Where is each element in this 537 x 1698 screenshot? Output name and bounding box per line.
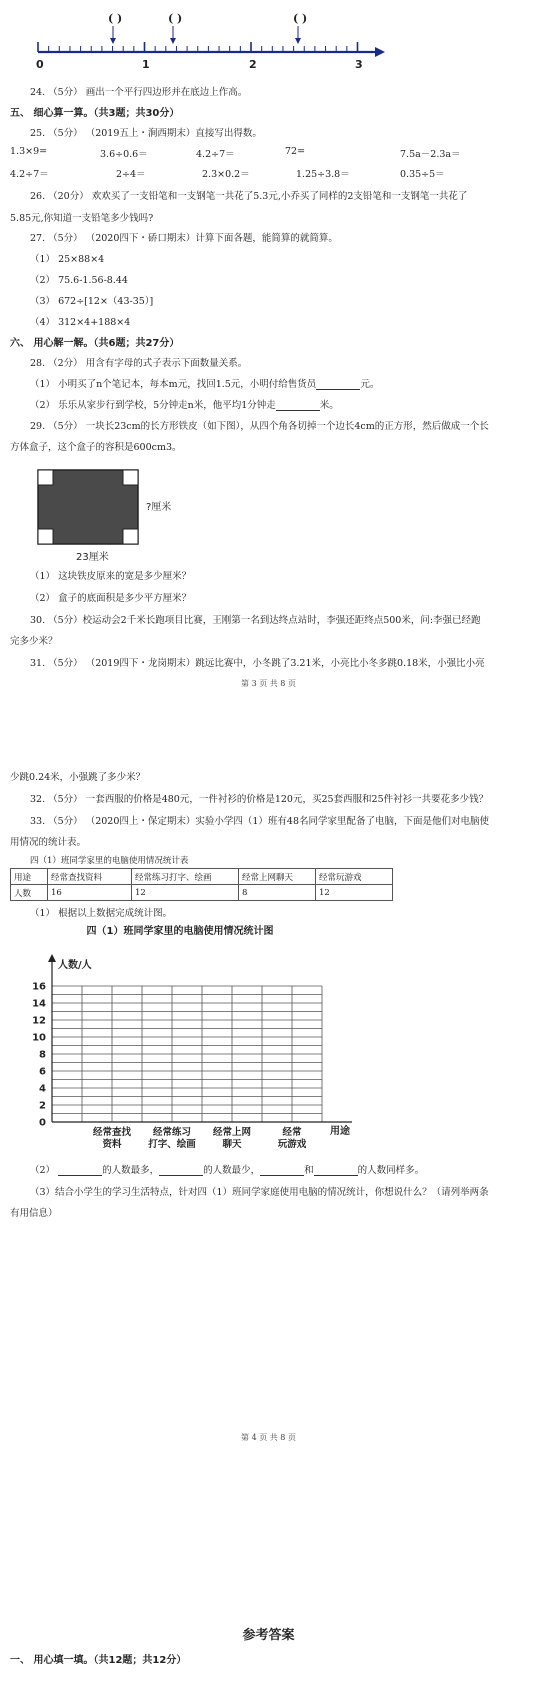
number-line-bracket-2: ( ) [168, 12, 183, 25]
number-line-pointer-head [295, 38, 301, 44]
chart-x-tick-label: 经常查找 [92, 1127, 132, 1138]
section-5-heading: 五、 细心算一算。（共3题；共30分） [10, 108, 180, 119]
q25-item: 2÷4＝ [116, 169, 146, 180]
question-31-line1: 31. （5分） （2019四下・龙岗期末）跳远比赛中，小冬跳了3.21米，小亮比小冬多跳0.18米，小强比小亮 [30, 658, 485, 669]
table-cell: 经常上网聊天 [239, 869, 316, 885]
chart-y-tick-label: 14 [32, 998, 46, 1010]
iron-sheet-figure [36, 468, 186, 578]
usage-stats-table [10, 868, 393, 901]
q33-answer-blank-most[interactable] [58, 1166, 102, 1176]
table-cell: 12 [316, 885, 393, 901]
q25-item: 1.25÷3.8＝ [296, 169, 350, 180]
q28-part-1 [30, 376, 379, 390]
question-26-line2: 5.85元,你知道一支铅笔多少钱吗? [10, 213, 154, 224]
number-line-label-0: 0 [36, 58, 44, 71]
question-25: 25. （5分） （2019五上・涧西期末）直接写出得数。 [30, 128, 262, 139]
q25-item: 2.3×0.2＝ [202, 169, 250, 180]
number-line-figure [30, 8, 390, 70]
chart-x-ticks [93, 1126, 307, 1150]
q33-answer-blank-same-a[interactable] [260, 1166, 304, 1176]
q25-item: 1.3×9= [10, 146, 48, 157]
q27-item-1: （1） 25×88×4 [30, 254, 105, 265]
usage-bar-chart [0, 918, 400, 1160]
table-row [11, 885, 393, 901]
table-cell: 12 [132, 885, 239, 901]
question-33-line1: 33. （5分） （2020四上・保定期末）实验小学四（1）班有48名同学家里配备了电脑，下面是他们对电脑使 [30, 816, 490, 827]
q33-part-1: （1） 根据以上数据完成统计图。 [30, 908, 173, 919]
q33-2-text-and: 和 [304, 1165, 314, 1176]
q33-2-text-same: 的人数同样多。 [357, 1165, 425, 1176]
chart-y-tick-label: 2 [39, 1100, 46, 1112]
question-30-line2: 完多少米？ [10, 636, 58, 647]
question-29-line1: 29. （5分） 一块长23cm的长方形铁皮（如下图），从四个角各切掉一个边长4cm的正方形，然后做成一个长 [30, 421, 489, 432]
question-33-line2: 用情况的统计表。 [10, 837, 87, 848]
chart-x-tick-label: 资料 [102, 1139, 122, 1150]
table-cell: 8 [239, 885, 316, 901]
chart-x-tick-label: 经常 [282, 1127, 302, 1138]
question-26-line1: 26. （20分） 欢欢买了一支铅笔和一支钢笔一共花了5.3元,小乔买了同样的2支铅笔和一支钢笔一共花了 [30, 191, 468, 202]
question-32: 32. （5分） 一套西服的价格是480元，一件衬衫的价格是120元，买25套西服和25件衬衫一共要花多少钱？ [30, 794, 489, 805]
question-27: 27. （5分） （2020四下・硚口期末）计算下面各题，能简算的就简算。 [30, 233, 338, 244]
table-header-row [11, 869, 393, 885]
question-31-line2: 少跳0.24米，小强跳了多少米？ [10, 772, 146, 783]
number-line-pointer-head [170, 38, 176, 44]
q27-item-2: （2） 75.6-1.56-8.44 [30, 275, 128, 286]
chart-x-tick-label: 打字、绘画 [148, 1139, 196, 1150]
figure-bottom-label: 23厘米 [76, 552, 109, 563]
q33-part-3-line2: 有用信息） [10, 1208, 58, 1219]
q25-item: 3.6÷0.6＝ [100, 149, 148, 160]
chart-y-tick-label: 0 [39, 1117, 46, 1129]
table-cell: 人数 [11, 885, 48, 901]
chart-x-tick-label: 聊天 [222, 1139, 242, 1150]
chart-x-tick-label: 经常上网 [212, 1127, 252, 1138]
number-line-label-3: 3 [355, 58, 363, 71]
q33-answer-blank-least[interactable] [159, 1166, 203, 1176]
q25-item: 4.2÷7＝ [10, 169, 49, 180]
q33-part-2 [30, 1162, 424, 1176]
q28-answer-blank-2[interactable] [276, 401, 320, 411]
question-29-line2: 方体盒子，这个盒子的容积是600cm3。 [10, 442, 182, 453]
question-24: 24. （5分） 画出一个平行四边形并在底边上作高。 [30, 87, 248, 98]
q28-part-1-text: （1） 小明买了n个笔记本，每本m元，找回1.5元，小明付给售货员 [30, 379, 317, 390]
question-28: 28. （2分） 用含有字母的式子表示下面数量关系。 [30, 358, 248, 369]
answer-key-title: 参考答案 [242, 1628, 295, 1643]
table-cell: 用途 [11, 869, 48, 885]
q28-part-2 [30, 397, 339, 411]
table-cell: 16 [48, 885, 132, 901]
chart-y-axis-arrow [48, 954, 56, 962]
q25-item: 72= [285, 146, 306, 157]
q29-part-1: （1） 这块铁皮原来的宽是多少厘米？ [30, 571, 192, 582]
q25-item: 4.2÷7＝ [196, 149, 235, 160]
chart-x-tick-label: 经常练习 [152, 1127, 192, 1138]
q28-part-2-unit: 米。 [319, 400, 339, 411]
chart-grid [52, 986, 322, 1122]
table-title: 四（1）班同学家里的电脑使用情况统计表 [30, 856, 189, 866]
question-30-line1: 30. （5分）校运动会2千米长跑项目比赛，王刚第一名到达终点站时，李强还距终点500米，问:李强已经跑 [30, 615, 481, 626]
table-cell: 经常练习打字、绘画 [132, 869, 239, 885]
number-line-bracket-3: ( ) [293, 12, 308, 25]
chart-y-tick-label: 16 [32, 981, 46, 993]
q33-2-text-most: 的人数最多， [102, 1165, 160, 1176]
q33-answer-blank-same-b[interactable] [314, 1166, 358, 1176]
chart-x-axis-label: 用途 [330, 1126, 350, 1137]
number-line-bracket-1: ( ) [108, 12, 123, 25]
table-cell: 经常查找资料 [48, 869, 132, 885]
q28-part-1-unit: 元。 [360, 379, 380, 390]
chart-y-ticks [32, 982, 46, 1129]
q25-item: 0.35÷5＝ [400, 169, 445, 180]
q29-part-2: （2） 盒子的底面积是多少平方厘米？ [30, 593, 192, 604]
figure-side-label: ?厘米 [146, 502, 172, 513]
section-6-heading: 六、 用心解一解。（共6题；共27分） [10, 338, 180, 349]
q33-2-prefix: （2） [30, 1165, 56, 1176]
chart-y-tick-label: 10 [32, 1032, 46, 1044]
q27-item-3: （3） 672÷[12×（43-35）] [30, 296, 154, 307]
chart-y-axis-label: 人数/人 [58, 960, 92, 971]
chart-title: 四（1）班同学家里的电脑使用情况统计图 [86, 926, 274, 937]
q27-item-4: （4） 312×4+188×4 [30, 317, 131, 328]
answer-section-1-heading: 一、 用心填一填。（共12题；共12分） [10, 1655, 187, 1666]
q28-answer-blank-1[interactable] [316, 380, 360, 390]
chart-y-tick-label: 8 [39, 1049, 46, 1061]
chart-y-tick-label: 4 [39, 1083, 46, 1095]
page-footer-3: 第 3 页 共 8 页 [241, 679, 296, 688]
number-line-label-2: 2 [249, 58, 257, 71]
page-footer-4: 第 4 页 共 8 页 [241, 1433, 296, 1442]
q33-part-3-line1: （3）结合小学生的学习生活特点，针对四（1）班同学家庭使用电脑的情况统计，你想说什么？（请列举两条 [30, 1187, 489, 1198]
q28-part-2-text: （2） 乐乐从家步行到学校，5分钟走n米，他平均1分钟走 [30, 400, 276, 411]
number-line-label-1: 1 [142, 58, 150, 71]
number-line-pointer-head [110, 38, 116, 44]
chart-x-tick-label: 玩游戏 [277, 1139, 307, 1150]
table-cell: 经常玩游戏 [316, 869, 393, 885]
chart-y-tick-label: 12 [32, 1015, 46, 1027]
q33-2-text-least: 的人数最少， [203, 1165, 261, 1176]
chart-y-tick-label: 6 [39, 1066, 46, 1078]
q25-item: 7.5a－2.3a＝ [400, 149, 461, 160]
